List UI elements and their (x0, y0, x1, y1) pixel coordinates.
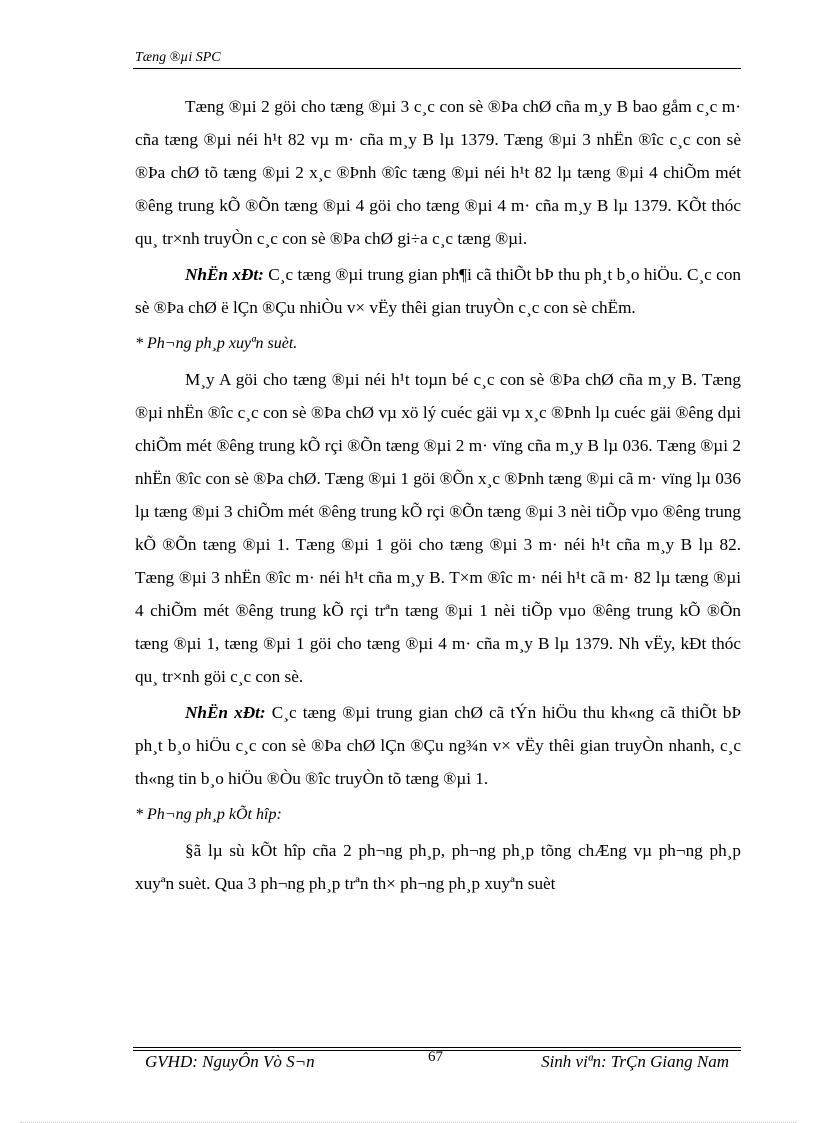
paragraph-text: Tæng ®µi 2 göi cho tæng ®µi 3 c¸c con sè ®Þa chØ cña m¸y B bao gåm c¸c m· cña tæng ®µi néi h¹t 82 vµ m· cña m¸y B lµ 1379. Tæng ®µi 3 nhËn ®îc c¸c con sè ®Þa chØ tõ tæng ®µi 2 x¸c ®Þnh ®îc tæng ®µi néi h¹t 82 lµ tæng ®µi 4 chiÕm mét ®êng trung kÕ ®Õn tæng ®µi 4 göi cho tæng ®µi 4 m· cña m¸y B lµ 1379. KÕt thóc qu¸ tr×nh truyÒn c¸c con sè ®Þa chØ gi÷a c¸c tæng ®µi. (135, 97, 741, 248)
section-heading-combined-method: * Ph¬ng ph¸p kÕt hîp: (135, 806, 282, 823)
paragraph-2 (135, 258, 741, 324)
paragraph-3 (135, 363, 741, 693)
paragraph-4 (135, 696, 741, 795)
remark-label: NhËn xÐt: (185, 265, 264, 284)
footer-student: Sinh viªn: TrÇn Giang Nam (541, 1052, 729, 1071)
paragraph-text: C¸c tæng ®µi trung gian ph¶i cã thiÕt bÞ thu ph¸t b¸o hiÖu. C¸c con sè ®Þa chØ ë lÇn ®Çu nhiÒu v× vËy thêi gian truyÒn c¸c con sè chËm. (135, 265, 742, 317)
remark-label: NhËn xÐt: (185, 703, 266, 722)
paragraph-5 (135, 834, 741, 900)
footer-rule-top (133, 1047, 741, 1048)
running-header: Tæng ®µi SPC (135, 50, 221, 65)
page-number: 67 (428, 1049, 443, 1065)
paragraph-text: C¸c tæng ®µi trung gian chØ cã tÝn hiÖu thu kh«ng cã thiÕt bÞ ph¸t b¸o hiÖu c¸c con sè ®Þa chØ lÇn ®Çu ng¾n v× vËy thêi gian truyÒn nhanh, c¸c th«ng tin b¸o hiÖu ®Òu ®îc truyÒn tõ tæng ®µi 1. (135, 703, 742, 788)
paragraph-text: M¸y A göi cho tæng ®µi néi h¹t toµn bé c¸c con sè ®Þa chØ cña m¸y B. Tæng ®µi nhËn ®îc c¸c con sè ®Þa chØ vµ xö lý cuéc gäi vµ x¸c ®Þnh lµ cuéc gäi ®êng dµi chiÕm mét ®êng trung kÕ rçi ®Õn tæng ®µi 2 m· vïng cña m¸y B lµ 036. Tæng ®µi 2 nhËn ®îc con sè ®Þa chØ. Tæng ®µi 1 göi ®Õn x¸c ®Þnh tæng ®µi cã m· vïng lµ 036 lµ tæng ®µi 3 chiÕm mét ®êng trung kÕ rçi ®Õn tæng ®µi 3 nèi tiÕp vµo ®êng trung kÕ ®Õn tæng ®µi 1. Tæng ®µi 1 göi cho tæng ®µi 3 m· néi h¹t cña m¸y B lµ 82. Tæng ®µi 3 nhËn ®îc m· néi h¹t cña m¸y B. T×m ®îc m· néi h¹t cã m· 82 lµ tæng ®µi 4 chiÕm mét ®êng trung kÕ rçi trªn tæng ®µi 1 nèi tiÕp vµo ®êng trung kÕ ®Õn tæng ®µi 1, tæng ®µi 1 göi cho tæng ®µi 4 m· cña m¸y B lµ 1379. Nh vËy, kÐt thóc qu¸ tr×nh göi c¸c con sè. (135, 370, 741, 686)
header-rule (133, 68, 741, 69)
paragraph-1 (135, 90, 741, 255)
document-body (135, 90, 741, 900)
page-footer (135, 1049, 741, 1078)
footer-advisor: GVHD: NguyÔn Vò S¬n (145, 1052, 315, 1071)
section-heading-through-method: * Ph¬ng ph¸p xuyªn suèt. (135, 335, 298, 352)
paragraph-text: §ã lµ sù kÕt hîp cña 2 ph¬ng ph¸p, ph¬ng ph¸p tõng chÆng vµ ph¬ng ph¸p xuyªn suèt. Qua 3 ph¬ng ph¸p trªn th× ph¬ng ph¸p xuyªn suèt (135, 841, 741, 893)
